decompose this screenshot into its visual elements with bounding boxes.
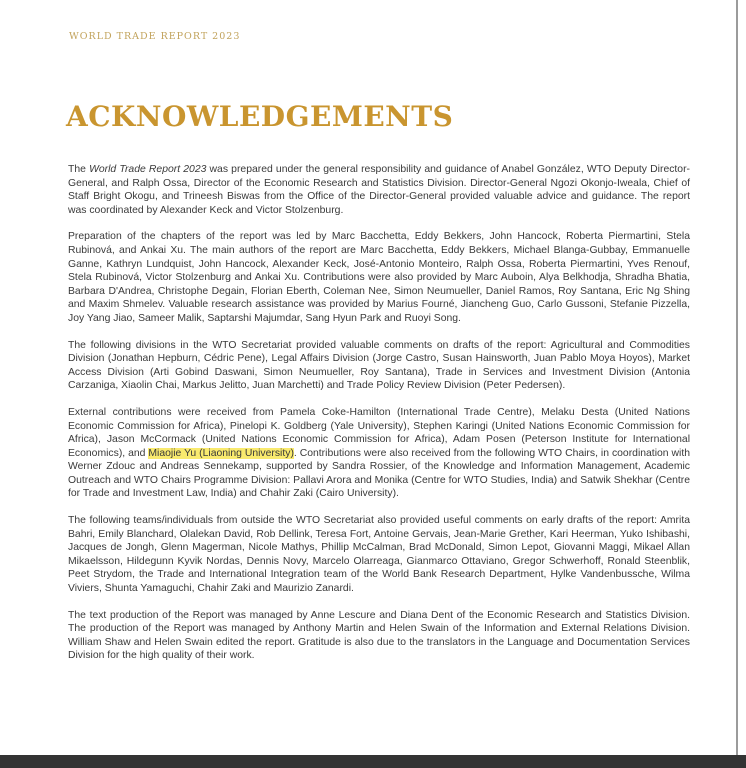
- paragraph: [68, 230, 690, 325]
- page-title: ACKNOWLEDGEMENTS: [66, 100, 454, 133]
- paragraph: [68, 609, 690, 663]
- paragraph: [68, 163, 690, 217]
- page-bottom-bar: [0, 755, 746, 768]
- text-segment: The following teams/individuals from outside the WTO Secretariat also provided useful comments on early drafts of the report: Amrita Bahri, Emily Blanchard, Olalekan David, Rob Dellink, Teresa Fort, Antoine Gervais, Jean-Marie Grether, Kari Heerman, Yuko Ishibashi, Jacques de Jongh, Glenn Magerman, Nicole Mathys, Phillip McCalman, Brad McDonald, Simon Lepot, Giovanni Maggi, Mikael Allan Mikaelsson, Hildegunn Kyvik Nordas, Dennis Novy, Marcelo Olarreaga, Gianmarco Ottaviano, Gregor Schwerhoff, Ronald Steenblik, Peet Strydom, the Trade and International Integration team of the World Bank Research Department, Hylke Vandenbussche, Wilma Viviers, Shunta Yamaguchi, Chahir Zaki and Maurizio Zanardi.: [68, 515, 690, 595]
- text-segment: . Contributions were also received from the following WTO Chairs, in coordination with Werner Zdouc and Andreas Sennekamp, supported by Sandra Rossier, of the Knowledge and Information Management, Academic Outreach and WTO Chairs Programme Division: Pallavi Arora and Monika (Centre for WTO Studies, India) and Satwik Shekhar (Centre for Trade and Investment Law, India) and Chahir Zaki (Cairo University).: [68, 447, 690, 500]
- paragraph: [68, 339, 690, 393]
- report-header: WORLD TRADE REPORT 2023: [69, 31, 241, 42]
- page-right-border: [736, 0, 738, 755]
- text-segment: Preparation of the chapters of the report was led by Marc Bacchetta, Eddy Bekkers, John Hancock, Roberta Piermartini, Stela Rubinová, and Ankai Xu. The main authors of the report are Marc Bacchetta, Eddy Bekkers, Michael Blanga-Gubbay, Emmanuelle Ganne, Kathryn Lundquist, John Hancock, Alexander Keck, José-Antonio Monteiro, Ralph Ossa, Roberta Piermartini, Yves Renouf, Stela Rubinová, Victor Stolzenburg and Ankai Xu. Contributions were also provided by Marc Auboin, Alya Belkhodja, Shradha Bhatia, Barbara D'Andrea, Christophe Degain, Florian Eberth, Coleman Nee, Simon Neumueller, Daniel Ramos, Roy Santana, Eric Ng Shing and Maxim Shmelev. Valuable research assistance was provided by Marius Fourné, Jiancheng Guo, Carlo Gussoni, Stefanie Pizzella, Joy Yang Jiao, Sameer Malik, Saptarshi Majumdar, Sang Hyun Park and Ruoyi Song.: [68, 231, 690, 324]
- text-segment: was prepared under the general responsibility and guidance of Anabel González, WTO Deputy Director-General, and Ralph Ossa, Director of the Economic Research and Statistics Division. Director-General Ngozi Okonjo-Iweala, Chief of Staff Bright Okogu, and Trineesh Biswas from the Office of the Director-General provided valuable advice and guidance. The report was coordinated by Alexander Keck and Victor Stolzenburg.: [68, 164, 691, 216]
- text-segment: The text production of the Report was managed by Anne Lescure and Diana Dent of the Economic Research and Statistics Division. The production of the Report was managed by Anthony Martin and Helen Swain of the Information and External Relations Division. William Shaw and Helen Swain edited the report. Gratitude is also due to the translators in the Language and Documentation Services Division for the high quality of their work.: [68, 609, 690, 662]
- text-segment: External contributions were received from Pamela Coke-Hamilton (International Trade Centre), Melaku Desta (United Nations Economic Commission for Africa), Pinelopi K. Goldberg (Yale University), Stephen Karingi (United Nations Economic Commission for Africa), Jason McCormack (United Nations Economic Commission for Africa), Adam Posen (Peterson Institute for International Economics), and: [68, 406, 690, 459]
- text-segment: World Trade Report 2023: [89, 164, 207, 175]
- text-segment: The following divisions in the WTO Secretariat provided valuable comments on drafts of the report: Agricultural and Commodities Division (Jonathan Hepburn, Cédric Pene), Legal Affairs Division (Jorge Castro, Susan Hainsworth, Juan Pablo Moya Hoyos), Market Access Division (Arti Gobind Daswani, Simon Neumueller, Roy Santana), Trade in Services and Investment Division (Antonia Carzaniga, Xiaolin Chai, Markus Jelitto, Juan Marchetti) and Trade Policy Review Division (Peter Pedersen).: [68, 339, 690, 392]
- highlighted-text: Miaojie Yu (Liaoning University): [148, 447, 294, 459]
- text-segment: The: [68, 164, 90, 175]
- body-paragraphs: [68, 163, 690, 676]
- paragraph: [68, 514, 690, 596]
- paragraph: [68, 406, 690, 501]
